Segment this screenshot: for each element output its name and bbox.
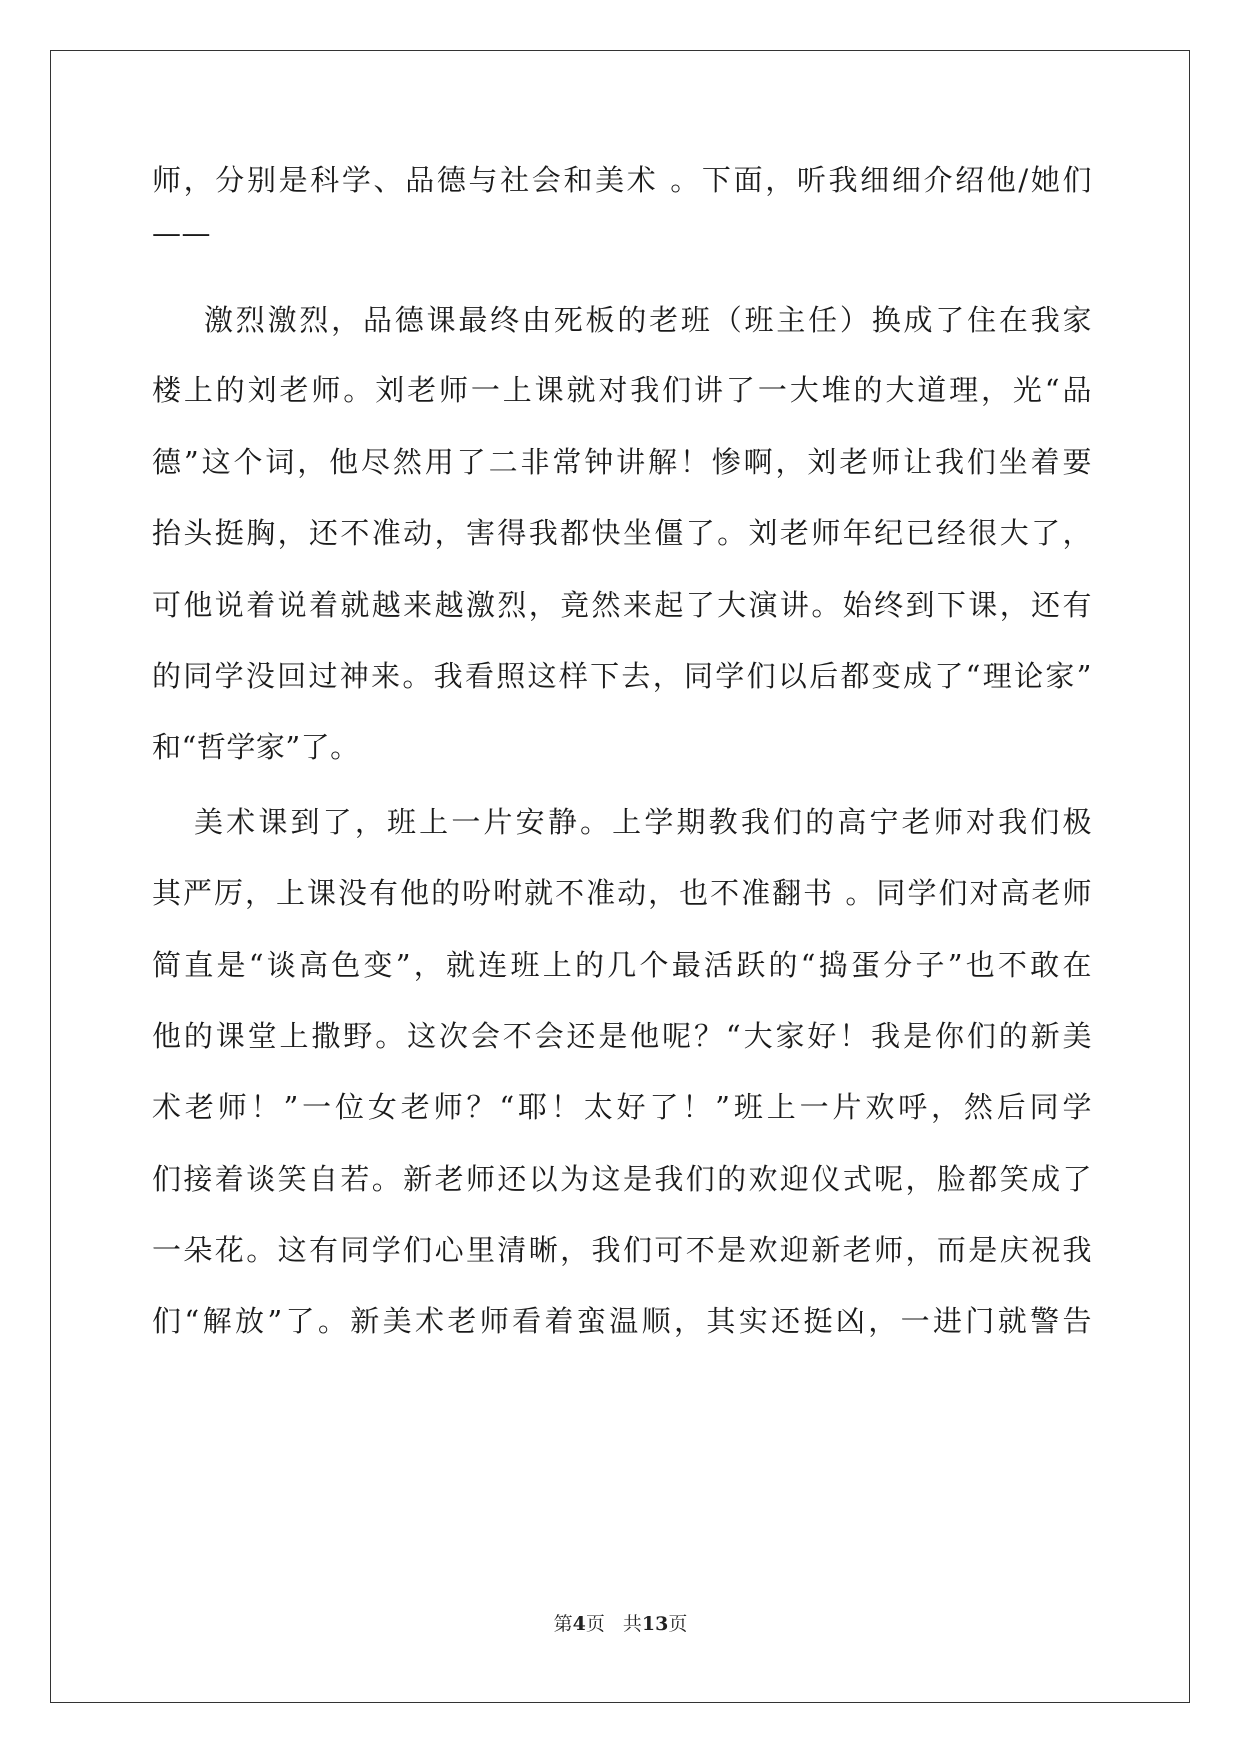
total-suffix: 页 <box>668 1613 688 1635</box>
page-suffix: 页 <box>585 1613 605 1635</box>
page-footer <box>0 1609 1241 1636</box>
page-current: 4 <box>572 1613 586 1635</box>
text-line: 一朵花。这有同学们心里清晰，我们可不是欢迎新老师，而是庆祝我 <box>152 1233 1092 1267</box>
text-line: 抬头挺胸，还不准动，害得我都快坐僵了。刘老师年纪已经很大了， <box>152 516 1092 550</box>
text-line: 其严厉，上课没有他的吩咐就不准动，也不准翻书 。同学们对高老师 <box>152 876 1092 910</box>
text-line: 们“解放”了。新美术老师看着蛮温顺，其实还挺凶，一进门就警告 <box>152 1304 1092 1338</box>
total-prefix: 共 <box>622 1613 642 1635</box>
text-line: —— <box>152 216 211 250</box>
text-line: 德”这个词，他尽然用了二非常钟讲解！惨啊，刘老师让我们坐着要 <box>152 445 1092 479</box>
text-line: 激烈激烈，品德课最终由死板的老班（班主任）换成了住在我家 <box>204 303 1092 337</box>
text-line: 术老师！”一位女老师？“耶！太好了！”班上一片欢呼，然后同学 <box>152 1090 1092 1124</box>
text-line: 简直是“谈高色变”，就连班上的几个最活跃的“捣蛋分子”也不敢在 <box>152 948 1092 982</box>
text-line: 的同学没回过神来。我看照这样下去，同学们以后都变成了“理论家” <box>152 659 1092 693</box>
text-line: 师，分别是科学、品德与社会和美术 。下面，听我细细介绍他/她们 <box>152 163 1092 197</box>
text-line: 楼上的刘老师。刘老师一上课就对我们讲了一大堆的大道理，光“品 <box>152 373 1092 407</box>
text-line: 他的课堂上撒野。这次会不会还是他呢？“大家好！我是你们的新美 <box>152 1019 1092 1053</box>
text-line: 们接着谈笑自若。新老师还以为这是我们的欢迎仪式呢，脸都笑成了 <box>152 1162 1092 1196</box>
text-line: 和“哲学家”了。 <box>152 730 360 764</box>
text-line: 可他说着说着就越来越激烈，竟然来起了大演讲。始终到下课，还有 <box>152 588 1092 622</box>
text-line: 美术课到了，班上一片安静。上学期教我们的高宁老师对我们极 <box>194 805 1092 839</box>
page-prefix: 第 <box>553 1613 573 1635</box>
page-total: 13 <box>641 1613 669 1635</box>
